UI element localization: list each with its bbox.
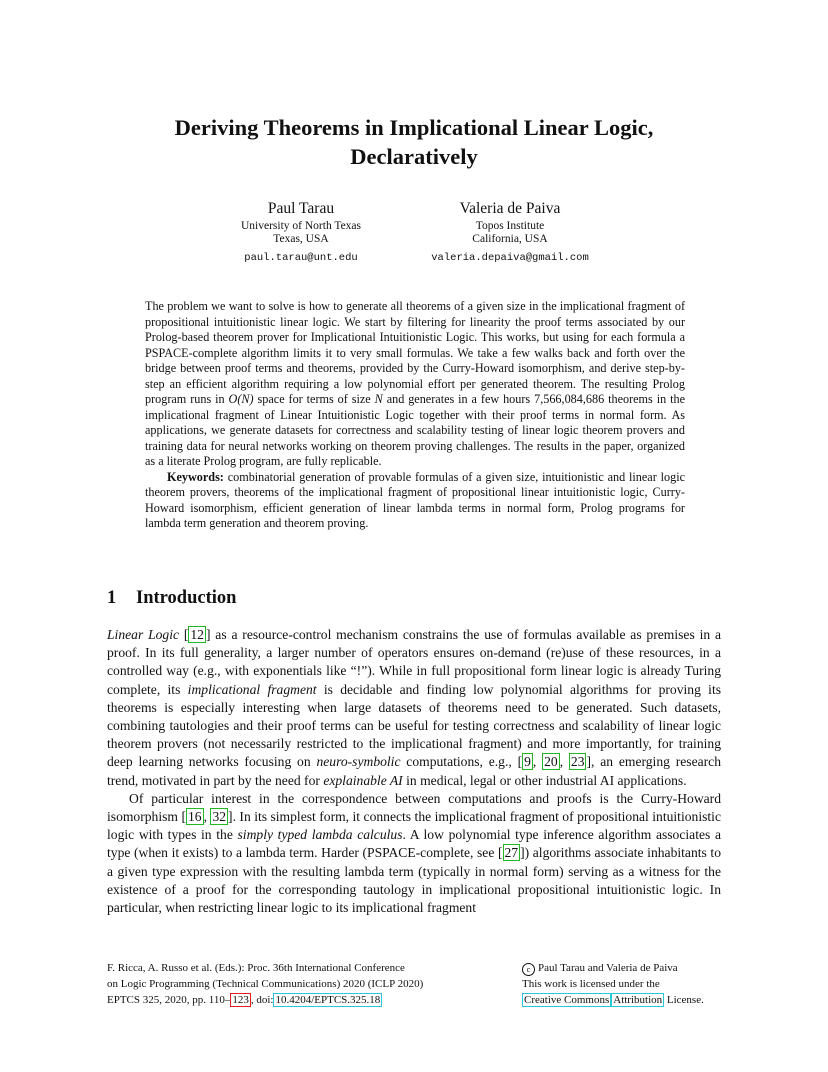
footer-text: License. <box>664 994 704 1006</box>
author-name: Paul Tarau <box>267 200 335 217</box>
footer-line: on Logic Programming (Technical Communications) 2020 (ICLP 2020) <box>107 978 424 990</box>
term-neuro-symbolic: neuro-symbolic <box>316 754 401 770</box>
section-heading <box>107 588 236 609</box>
body-text-run: , an emerging research trend, motivated in part by the need for <box>107 754 722 788</box>
title-line-2: Declaratively <box>350 144 478 169</box>
citation-link[interactable]: 27 <box>504 845 519 861</box>
math-n: N <box>374 392 383 406</box>
copyright-holders: Paul Tarau and Valeria de Paiva <box>538 962 678 974</box>
footer-line <box>107 992 487 1008</box>
footer-line <box>522 960 742 976</box>
author-affiliation: Topos Institute <box>475 220 545 232</box>
term-implicational-fragment: implicational fragment <box>187 681 317 697</box>
citation-link[interactable]: 12 <box>190 627 204 642</box>
footer-text: EPTCS 325, 2020, pp. 110– <box>107 994 231 1006</box>
author-block-2 <box>420 198 600 265</box>
citation-link[interactable]: 20 <box>544 754 558 770</box>
citation-link[interactable]: 9 <box>524 754 531 770</box>
attribution-link[interactable]: Attribution <box>613 994 663 1006</box>
paper-title <box>60 113 768 171</box>
paragraph-1: Linear Logic [ 12 ] as a resource-control mechanism constrains the use of formulas available as premises in a proof. In its full generality, a larger number of operators ensures on-demand (re)use of these resources, in a controlled way (e.g., with exponentials like “!”). While in full propositional form linear logic is already Turing complete, its implicational fragment is decidable and finding low polynomial algorithms for proving its theorems is especially interesting when large datasets of theorems need to be generated. Such datasets, combining tautologies and their proof terms can be useful for testing correctness and scalability of linear logic theorem provers (not necessarily restricted to the implicational fragment) and more importantly, for training deep learning networks focusing on neuro-symbolic computations, e.g., [ 9 , 20 , 23 ], an emerging research trend, motivated in part by the need for explainable AI in medical, legal or other industrial AI applications. <box>107 627 722 788</box>
page-link[interactable]: 123 <box>232 994 249 1006</box>
paragraph-2: Of particular interest in the correspondence between computations and proofs is the Curry-Howard isomorphism [ 16 , 32 ]. In its simplest form, it connects the implicational fragment of propositional intuitionistic logic with types in the simply typed lambda calculus. A low polynomial type inference algorithm associates a type (when it exists) to a lambda term. Harder (PSPACE-complete, see [ 27 ]) algorithms associate inhabitants to a given type expression with the resulting lambda term (typically in normal form) serving as a witness for the existence of a proof for the corresponding tautology in implicational propositional intuitionistic logic. In particular, when restricting linear logic to its implicational fragment <box>107 790 721 916</box>
title-line-1: Deriving Theorems in Implicational Linear Logic, <box>174 115 654 140</box>
creative-commons-link[interactable]: Creative Commons <box>524 994 610 1006</box>
footer-citation <box>107 960 487 1008</box>
body-text-run: in medical, legal or other industrial AI applications. <box>402 772 687 788</box>
author-location: California, USA <box>472 233 548 245</box>
author-location: Texas, USA <box>273 233 329 245</box>
author-affiliation: University of North Texas <box>240 220 362 232</box>
citation-link[interactable]: 16 <box>187 809 202 825</box>
abstract-text: and generates in a few hours 7,566,084,686 theorems in the implicational fragment of Linear Intuitionistic Logic together with their proof terms in normal form. As applications, we generate datasets for correctness and scalability testing of linear logic theorem provers and training data for neural networks working on theorem proving challenges. The results in the paper, organized as a literate Prolog program, are fully replicable. <box>145 392 685 468</box>
footer-line: F. Ricca, A. Russo et al. (Eds.): Proc. 36th International Conference <box>107 962 405 974</box>
copyright-icon: c <box>522 963 535 976</box>
term-linear-logic: Linear Logic <box>107 627 180 642</box>
body-text-run: computations, e.g., <box>400 754 518 770</box>
body-text-run: . In its simplest form, it connects the implicational fragment of propositional intuitionistic logic with types in the <box>107 809 721 843</box>
footer-text: , doi: <box>250 994 274 1006</box>
doi-link[interactable]: 10.4204/EPTCS.325.18 <box>275 994 381 1006</box>
body-text-run: . A low polynomial type inference algorithm associates a type (when it exists) to a lambda term. Harder (PSPACE-complete, see <box>107 827 721 861</box>
term-simply-typed-lambda: simply typed lambda calculus <box>237 827 403 843</box>
citation-link[interactable]: 23 <box>570 754 585 770</box>
body-text-run: ) algorithms associate inhabitants to a given type expression with the resulting lambda term (typically in normal form) serving as a witness for the existence of a proof for the corresponding tautology in implicational propositional intuitionistic logic. In particular, when restricting linear logic to its implicational fragment <box>107 845 721 916</box>
footer-license <box>522 960 742 1008</box>
body-text-run: as a resource-control mechanism constrains the use of formulas available as premises in a proof. In its full generality, a larger number of operators ensures on-demand (re)use of these resources, in a controlled way (e.g., with exponentials like “!”). While in full propositional form linear logic is already Turing complete, its <box>107 627 721 697</box>
footer-line: This work is licensed under the <box>522 978 660 990</box>
section-title: Introduction <box>136 588 237 608</box>
author-email: valeria.depaiva@gmail.com <box>431 252 589 264</box>
abstract <box>145 299 685 532</box>
author-email: paul.tarau@unt.edu <box>244 252 358 264</box>
body-text-run: Of particular interest in the correspondence between computations and proofs is the Curry-Howard isomorphism <box>107 790 721 825</box>
body-text <box>107 626 721 917</box>
term-explainable-ai: explainable AI <box>323 772 403 788</box>
abstract-text: The problem we want to solve is how to generate all theorems of a given size in the implicational fragment of propositional intuitionistic linear logic. We start by filtering for linearity the proof terms associated by our Prolog-based theorem prover for Implicational Intuitionistic Logic. This works, but using for each formula a PSPACE-complete algorithm limits it to very small formulas. We take a few walks back and forth over the bridge between proof terms and theorems, provided by the Curry-Howard isomorphism, and derive step-by-step an efficient algorithm requiring a low polynomial effort per generated theorem. The resulting Prolog program runs in <box>145 299 685 406</box>
citation-link[interactable]: 32 <box>212 809 227 825</box>
keywords-text: combinatorial generation of provable formulas of a given size, intuitionistic and linear logic theorem provers, theorems of the implicational fragment of propositional linear intuitionistic logic, Curry-Howard isomorphism, efficient generation of linear lambda terms in normal form, Prolog programs for lambda term generation and theorem proving. <box>145 469 685 530</box>
body-text-run: is decidable and finding low polynomial algorithms for proving its theorems is especially interesting when large datasets of theorems need to be generated. Such datasets, combining tautologies and their proof terms can be useful for testing correctness and scalability of linear logic theorem provers (not necessarily restricted to the implicational fragment) and more importantly, for training deep learning networks focusing on <box>107 681 722 770</box>
author-name: Valeria de Paiva <box>459 200 561 217</box>
keywords-label: Keywords: <box>167 469 224 484</box>
abstract-text: space for terms of size <box>253 392 375 406</box>
footer-line <box>522 992 742 1008</box>
section-number: 1 <box>107 588 117 608</box>
author-block-1 <box>221 198 381 265</box>
abstract-paragraph <box>145 299 685 470</box>
keywords <box>145 470 685 532</box>
math-big-o: O(N) <box>228 392 254 406</box>
